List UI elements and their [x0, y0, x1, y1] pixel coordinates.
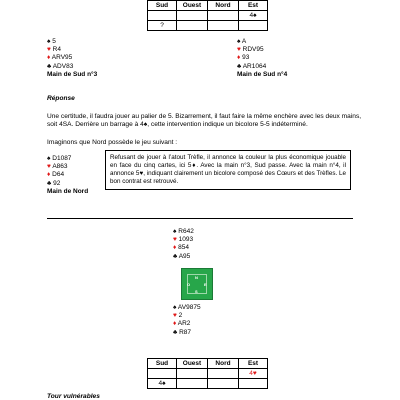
hand-title: Main de Sud n°3	[47, 70, 98, 78]
footer-heading: Tour vulnérables	[47, 393, 100, 400]
reponse-heading: Réponse	[47, 95, 75, 102]
bid-cell	[208, 11, 239, 21]
spade-icon: ♠	[47, 155, 51, 162]
club-icon: ♣	[237, 62, 242, 70]
hand-sud-3	[47, 38, 97, 79]
compass-east: E	[204, 282, 207, 287]
bid-cell: 4♠	[239, 11, 268, 21]
bid-cell: 4♠	[148, 379, 177, 389]
bid-cell	[177, 11, 208, 21]
hand-hearts: 1093	[178, 236, 194, 244]
spade-icon: ♠	[173, 304, 177, 311]
bid-cell	[177, 369, 208, 379]
diamond-icon: ♦	[237, 54, 241, 62]
hand-title: Main de Nord	[47, 187, 89, 195]
hand-hearts: A863	[52, 163, 68, 171]
hand-clubs: 92	[53, 179, 61, 187]
bid-header-ouest: Ouest	[177, 1, 208, 11]
diamond-icon: ♦	[173, 320, 177, 328]
diamond-icon: ♦	[47, 54, 51, 62]
hand-diamonds: AR2	[177, 320, 191, 328]
bid-cell	[148, 11, 177, 21]
deal-north-hand	[173, 228, 194, 261]
bid-cell	[177, 21, 208, 31]
hand-clubs: AR1064	[242, 62, 267, 70]
heart-icon: ♥	[47, 163, 51, 171]
hand-spades: A	[241, 38, 247, 45]
reponse-paragraph: Une certitude, il faudra jouer au palier de 5. Bizarrement, il faut faire la même enchère avec les deux mains, soit 4SA. Derrière un barrage à 4♠, cette intervention indique un bicolore 5-5 indéterminé.	[47, 113, 362, 129]
bid-header-ouest: Ouest	[177, 359, 208, 369]
bid-cell	[148, 369, 177, 379]
bid-cell	[177, 379, 208, 389]
bridge-table-compass	[181, 268, 213, 300]
hand-clubs: A95	[178, 252, 191, 260]
compass-north: N	[195, 275, 198, 280]
hand-sud-4	[237, 38, 287, 79]
bid-cell: 4♥	[239, 369, 268, 379]
spade-icon: ♠	[237, 38, 241, 45]
hand-hearts: R4	[52, 46, 61, 54]
hand-nord	[47, 155, 88, 196]
bid-header-sud: Sud	[148, 359, 177, 369]
hand-clubs: ADV83	[52, 62, 74, 70]
spade-icon: ♠	[47, 38, 51, 45]
hand-hearts: 2	[178, 312, 183, 320]
explanation-box: Refusant de jouer à l’atout Trèfle, il annonce la couleur la plus économique jouable en face du cinq cartes, ici 5♦. Avec la main n°3, Sud passe. Avec la main n°4, il annonce 5♥, indiquant clairement un bicolore composé des Cœurs et des Trèfles. Le bon contrat est retrouvé.	[105, 150, 351, 190]
bid-cell	[208, 379, 239, 389]
spade-icon: ♠	[173, 228, 177, 235]
club-icon: ♣	[47, 62, 52, 70]
heart-icon: ♥	[47, 46, 51, 54]
deal-south-hand	[173, 304, 201, 337]
hand-hearts: RDV95	[242, 46, 264, 54]
bottom-bidding-table	[147, 358, 268, 389]
section-divider	[47, 218, 353, 219]
compass-south: S	[195, 289, 198, 294]
heart-icon: ♥	[173, 236, 177, 244]
heart-icon: ♥	[173, 312, 177, 320]
bid-header-sud: Sud	[148, 1, 177, 11]
hand-spades: AV9875	[177, 304, 201, 311]
hand-spades: D1087	[52, 155, 72, 162]
hand-diamonds: 93	[242, 54, 250, 62]
compass-west: O	[187, 282, 191, 287]
diamond-icon: ♦	[47, 171, 51, 179]
club-icon: ♣	[173, 328, 178, 336]
heart-icon: ♥	[237, 46, 241, 54]
bid-cell	[239, 379, 268, 389]
top-bidding-table	[147, 0, 268, 31]
hand-clubs: R87	[179, 328, 192, 336]
bid-header-nord: Nord	[208, 359, 239, 369]
hand-title: Main de Sud n°4	[237, 70, 288, 78]
bid-header-est: Est	[239, 359, 268, 369]
bid-cell: ?	[148, 21, 177, 31]
hand-spades: R642	[178, 228, 194, 235]
bid-cell	[239, 21, 268, 31]
bid-cell	[208, 21, 239, 31]
intro-paragraph: Imaginons que Nord possède le jeu suivant :	[47, 139, 178, 146]
club-icon: ♣	[47, 179, 52, 187]
bid-cell	[208, 369, 239, 379]
hand-diamonds: 854	[178, 244, 189, 252]
hand-diamonds: ARV95	[51, 54, 73, 62]
bid-header-est: Est	[239, 1, 268, 11]
hand-diamonds: D64	[52, 171, 65, 179]
diamond-icon: ♦	[173, 244, 177, 252]
club-icon: ♣	[173, 252, 178, 260]
bid-header-nord: Nord	[208, 1, 239, 11]
hand-spades: 5	[52, 38, 56, 45]
